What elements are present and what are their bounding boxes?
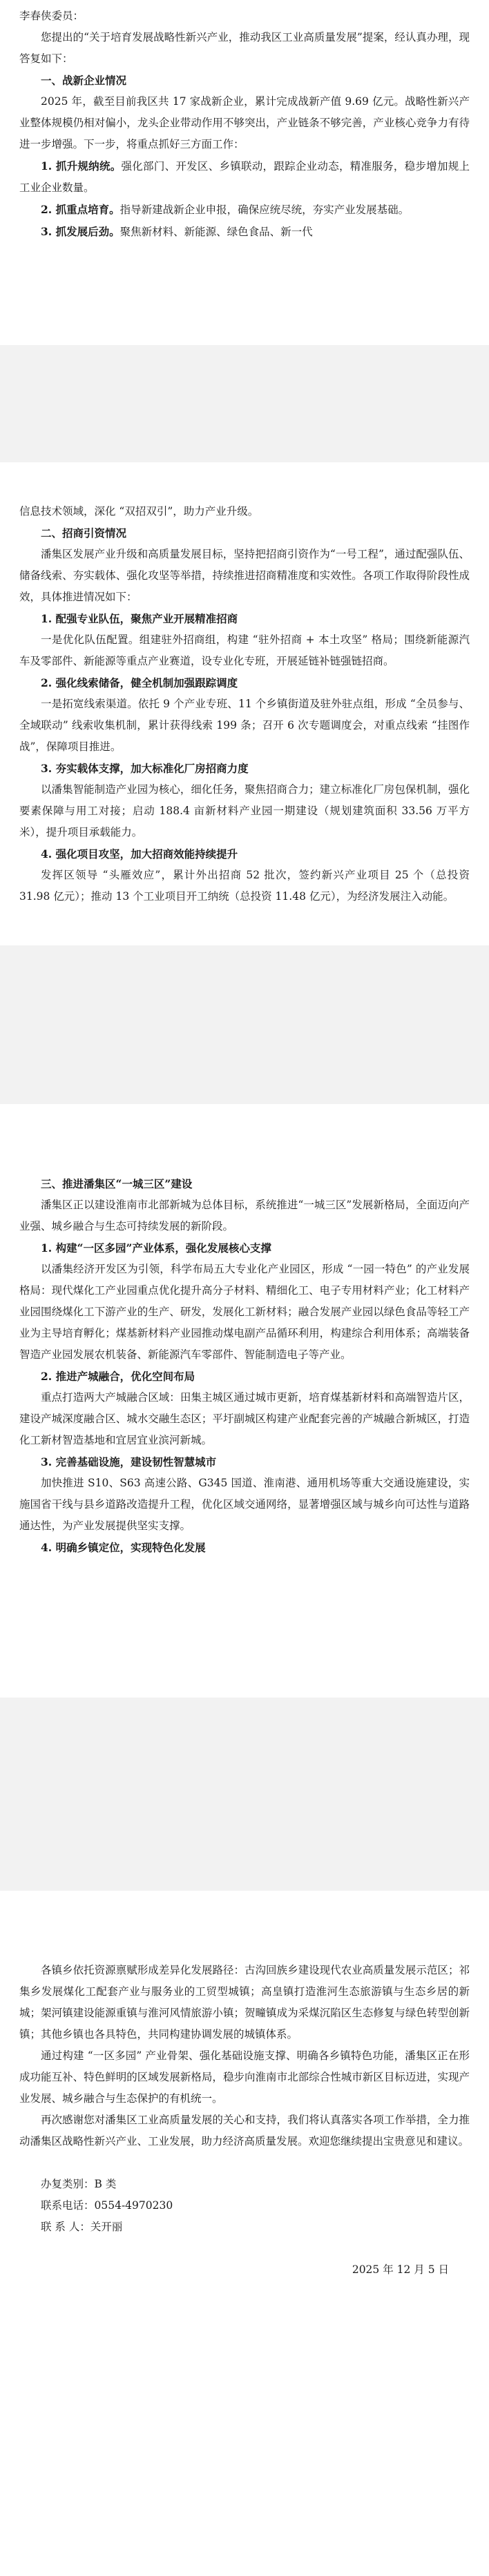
reply-category: 办复类别：B 类	[41, 2178, 117, 2190]
page-2	[0, 462, 489, 945]
page-4-paragraph-1: 各镇乡依托资源禀赋形成差异化发展路径：古沟回族乡建设现代农业高质量发展示范区；祁集乡发展煤化工配套产业与服务业的工贸型城镇；高皇镇打造淮河生态旅游镇与生态乡居的新城；架河镇建设能源重镇与淮河风情旅游小镇；贺疃镇成为采煤沉陷区生态修复与绿色转型创新镇；其他乡镇也各具特色，共同构建协调发展的城镇体系。	[19, 1964, 470, 2041]
section-3-paragraph: 潘集区正以建设淮南市北部新城为总体目标，系统推进“一城三区”发展新格局，全面迈向产业强、城乡融合与生态可持续发展的新阶段。	[19, 1199, 470, 1232]
contact-phone: 联系电话：0554-4970230	[41, 2199, 173, 2212]
subsection-3-2-title: 2. 推进产城融合，优化空间布局	[41, 1370, 195, 1383]
page-4-paragraph-3: 再次感谢您对潘集区工业高质量发展的关心和支持，我们将认真落实各项工作举措，全力推动潘集区战略性新兴产业、工业发展，助力经济高质量发展。欢迎您继续提出宝贵意见和建议。	[19, 2114, 470, 2147]
subsection-3-2-paragraph: 重点打造两大产城融合区域：田集主城区通过城市更新，培育煤基新材料和高端智造片区，建设产城深度融合区、城水交融生态区；平圩副城区构建产业配套完善的产城融合新城区，打造化工新材智造基地和宜居宜业滨河新城。	[19, 1391, 470, 1446]
subsection-3-3-title: 3. 完善基础设施，建设韧性智慧城市	[41, 1455, 217, 1468]
subsection-3-1-paragraph: 以潘集经济开发区为引领，科学布局五大专业化产业园区，形成 “一园一特色” 的产业发展格局：现代煤化工产业园重点优化提升高分子材料、精细化工、电子专用材料产业；化工材料产业园围绕煤化工下游产业的生产、研发，发展化工新材料；融合发展产业园以绿色食品等轻工产业为主导培育孵化；煤基新材料产业园推动煤电副产品循环利用，构建综合利用体系；高端装备智造产业园发展农机装备、新能源汽车零部件、智能制造电子等产业。	[19, 1263, 470, 1361]
greeting: 李春侠委员：	[19, 10, 84, 22]
item-2	[19, 199, 470, 221]
reply-date: 2025 年 12 月 5 日	[352, 2263, 449, 2276]
item-3-title: 3. 抓发展后劲。	[41, 225, 120, 238]
subsection-2-4-paragraph: 发挥区领导 “头雁效应”，累计外出招商 52 批次，签约新兴产业项目 25 个（总投资 31.98 亿元）；推动 13 个工业项目开工纳统（总投资 11.48 亿元），为经济发展注入动能。	[19, 869, 470, 903]
item-2-body: 指导新建战新企业申报，确保应统尽统，夯实产业发展基础。	[119, 204, 410, 216]
subsection-2-2-paragraph: 一是拓宽线索渠道。依托 9 个产业专班、11 个乡镇街道及驻外驻点组，形成 “全员参与、全域联动” 线索收集机制，累计获得线索 199 条；召开 6 次专题调度会，对重点线索 “挂图作战”，保障项目推进。	[19, 698, 470, 753]
item-2-title: 2. 抓重点培育。	[41, 203, 120, 216]
item-1-title: 1. 抓升规纳统。	[41, 159, 122, 173]
section-1-title: 一、战新企业情况	[41, 74, 127, 87]
subsection-2-2-title: 2. 强化线索储备，健全机制加强跟踪调度	[41, 676, 238, 689]
subsection-2-1-title: 1. 配强专业队伍，聚焦产业开展精准招商	[41, 612, 238, 625]
section-3-title: 三、推进潘集区“一城三区”建设	[41, 1177, 193, 1190]
subsection-2-4-title: 4. 强化项目攻坚，加大招商效能持续提升	[41, 847, 238, 861]
page-1	[0, 0, 489, 345]
page-4-paragraph-2: 通过构建 “一区多园” 产业骨架、强化基础设施支撑、明确各乡镇特色功能，潘集区正在形成功能互补、特色鲜明的区域发展新格局，稳步向淮南市北部综合性城市新区目标迈进，实现产业发展、城乡融合与生态保护的有机统一。	[19, 2049, 470, 2105]
spacer	[19, 2238, 470, 2259]
spacer	[19, 2152, 470, 2174]
item-3-body: 聚焦新材料、新能源、绿色食品、新一代	[119, 226, 313, 238]
continuation-line: 信息技术领域，深化 “双招双引”，助力产业升级。	[19, 505, 259, 518]
subsection-2-1-paragraph: 一是优化队伍配置。组建驻外招商组，构建 “驻外招商 + 本土攻坚” 格局；围绕新能源汽车及零部件、新能源等重点产业赛道，设专业化专班，开展延链补链强链招商。	[19, 633, 470, 667]
subsection-3-1-title: 1. 构建“一区多园”产业体系，强化发展核心支撑	[41, 1241, 271, 1255]
item-1	[19, 155, 470, 199]
subsection-2-3-paragraph: 以潘集智能制造产业园为核心，细化任务，聚焦招商合力；建立标准化厂房包保机制，强化要素保障与用工对接；启动 188.4 亩新材料产业园一期建设（规划建筑面积 33.56 万平方米），提升项目承载能力。	[19, 783, 470, 838]
page-gap-2	[0, 945, 489, 1104]
page-gap-3	[0, 1698, 489, 1891]
subsection-3-4-title: 4. 明确乡镇定位，实现特色化发展	[41, 1541, 206, 1554]
contact-person: 联 系 人：关开丽	[41, 2221, 123, 2233]
item-1-body: 强化部门、开发区、乡镇联动，跟踪企业动态，精准服务，稳步增加规上工业企业数量。	[19, 160, 470, 194]
page-3	[0, 1104, 489, 1698]
section-2-title: 二、招商引资情况	[41, 527, 127, 540]
intro-paragraph: 您提出的“关于培育发展战略性新兴产业，推动我区工业高质量发展”提案，经认真办理，现答复如下：	[19, 31, 470, 65]
subsection-2-3-title: 3. 夯实载体支撑，加大标准化厂房招商力度	[41, 762, 249, 775]
page-4	[0, 1891, 489, 2576]
page-gap-1	[0, 345, 489, 462]
section-1-paragraph: 2025 年，截至目前我区共 17 家战新企业，累计完成战新产值 9.69 亿元。战略性新兴产业整体规模仍相对偏小，龙头企业带动作用不够突出，产业链条不够完善，产业核心竞争力有待进一步增强。下一步，将重点抓好三方面工作：	[19, 95, 470, 150]
section-2-paragraph: 潘集区发展产业升级和高质量发展目标，坚持把招商引资作为“一号工程”，通过配强队伍、储备线索、夯实载体、强化攻坚等举措，持续推进招商精准度和实效性。各项工作取得阶段性成效，具体推进情况如下：	[19, 548, 470, 603]
item-3	[19, 221, 470, 243]
subsection-3-3-paragraph: 加快推进 S10、S63 高速公路、G345 国道、淮南港、通用机场等重大交通设施建设，实施国省干线与县乡道路改造提升工程，优化区域交通网络，显著增强区域与城乡向可达性与道路通达性，为产业发展提供坚实支撑。	[19, 1477, 470, 1532]
